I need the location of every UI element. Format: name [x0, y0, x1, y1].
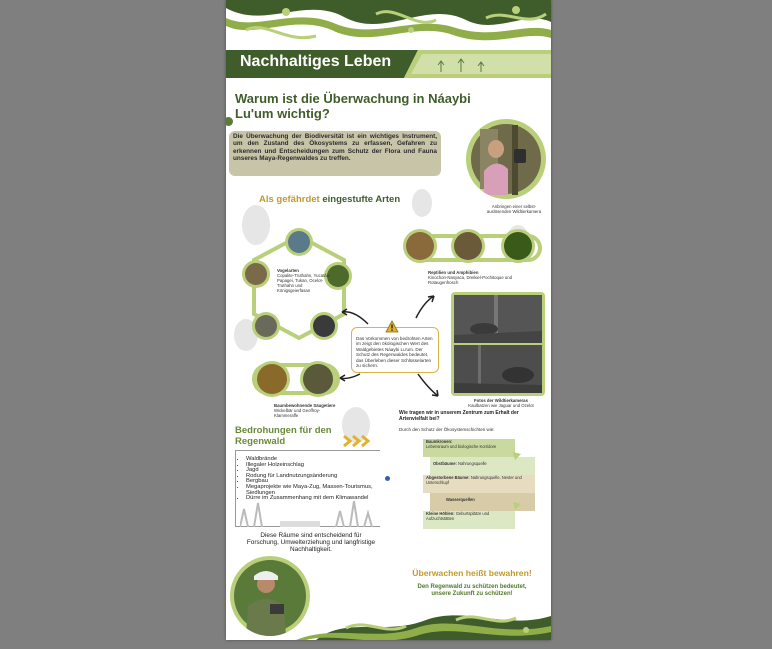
- section-question: Warum ist die Überwachung in Náaybi Lu'um wichtig?: [235, 91, 471, 121]
- top-swirl-decoration: [226, 0, 551, 48]
- birds-text: Copalite-Truthahn, Yucatán-Papagei, Tukan, Ocelot-Truthahn und Königsgeierfasan: [277, 273, 331, 293]
- intro-text: Die Überwachung der Biodiversität ist ein wichtiges Instrument, um den Zustand des Ökosystems zu erfassen, Gefahren zu erkennen und Entscheidungen zum Schutz der Flora und Fauna unseres Maya-Regenwaldes zu treffen.: [229, 131, 441, 176]
- reptiles-caption: [428, 270, 543, 285]
- camera-trap-photo-2: [454, 345, 542, 393]
- endangered-callout: Das Vorkommen von bedrohten Arten im zeigt den ökologischen Wert des Waldgebietes Náaybi Lu'um. Der Schutz des Regenwaldes bedeutet, das Überleben dieser Schlüsselarten zu sichern.: [351, 327, 439, 373]
- layer-dead-trees: Abgestorbene Bäume: Nahrungsquelle, Nester und Unterschlupf: [423, 475, 535, 493]
- layer-canopy: Baumkronen: Lebensraum und biologische Korridore: [423, 439, 515, 457]
- chevron-arrows-icon: [342, 434, 376, 448]
- layer-pointer-arrows: [511, 452, 523, 512]
- poster: [226, 0, 551, 640]
- page-title: Nachhaltiges Leben: [240, 53, 392, 70]
- birds-title: Vogelarten: [277, 268, 299, 273]
- layer-small-caves: Kleine Höhlen: Geburtsplätze und Aufzuchtstätten: [423, 511, 515, 529]
- contribution-subtitle: Durch den Schutz der Ökosystemschichten wie:: [399, 427, 495, 432]
- species-title-rest: eingestufte Arten: [322, 194, 401, 205]
- photos-title: Fotos der Wildtierkameras: [474, 398, 528, 403]
- deforestation-silhouette: [240, 497, 380, 527]
- bullet-dot: [226, 117, 233, 126]
- species-title-highlight: Als gefährdet: [259, 194, 320, 205]
- threat-item: • Illegaler Holzeinschlag: [246, 463, 376, 469]
- threat-item: • Jagd: [246, 468, 376, 474]
- threats-list: [240, 457, 376, 502]
- protect-subtitle: Den Regenwald zu schützen bedeutet, unsere Zukunft zu schützen!: [417, 584, 527, 597]
- mammals-text: Wickelbär und Geoffroy-Klammeraffe: [274, 408, 321, 418]
- birds-caption: [277, 268, 332, 293]
- threats-title: Bedrohungen für den Regenwald: [235, 425, 332, 447]
- reptiles-diagram: [398, 222, 548, 272]
- camera-trap-photo-1: [454, 295, 542, 343]
- threat-item: • Bergbau: [246, 479, 376, 485]
- bottom-swirl-decoration: [226, 606, 551, 640]
- layer-water-sources: Wasserquellen: [430, 493, 535, 511]
- threat-item: • Rodung für Landnutzungsänderung: [246, 474, 376, 480]
- mammals-caption: [274, 403, 344, 418]
- reptiles-title: Reptilien und Amphibien: [428, 270, 479, 275]
- camera-trap-caption: [458, 398, 544, 408]
- mammals-title: Baumbewohnende Säugetiere: [274, 403, 336, 408]
- reptiles-text: Kinochon-Nasyaca, Dreikiel-Pochitoque und Rotaugenfrosch: [428, 275, 513, 285]
- layer-fruit-trees: Obstbäume: Nahrungsquelle: [430, 457, 535, 475]
- contribution-question: Wie tragen wir in unserem Zentrum zum Erhalt der Artenvielfalt bei?: [399, 410, 519, 422]
- threat-item: • Megaprojekte wie Maya-Zug, Massen-Tourismus, Siedlungen: [246, 485, 376, 496]
- mammals-diagram: [248, 355, 344, 403]
- protect-title: Überwachen heißt bewahren!: [412, 568, 532, 578]
- center-statement: Diese Räume sind entscheidend für Forschung, Umwelterziehung und langfristige Nachhaltigkeit.: [246, 532, 376, 554]
- threat-item: • Dürre im Zusammenhang mit dem Klimawandel: [246, 496, 376, 502]
- photos-text: Kaulbatzen wie Jaguar und Ozelot: [468, 403, 534, 408]
- threat-item: • Waldbrände: [246, 457, 376, 463]
- blue-dot: [385, 476, 390, 481]
- camera-caption: Anbringen einer selbst-auslösenden Wildtierkamera: [486, 204, 542, 214]
- warning-icon: [385, 320, 399, 333]
